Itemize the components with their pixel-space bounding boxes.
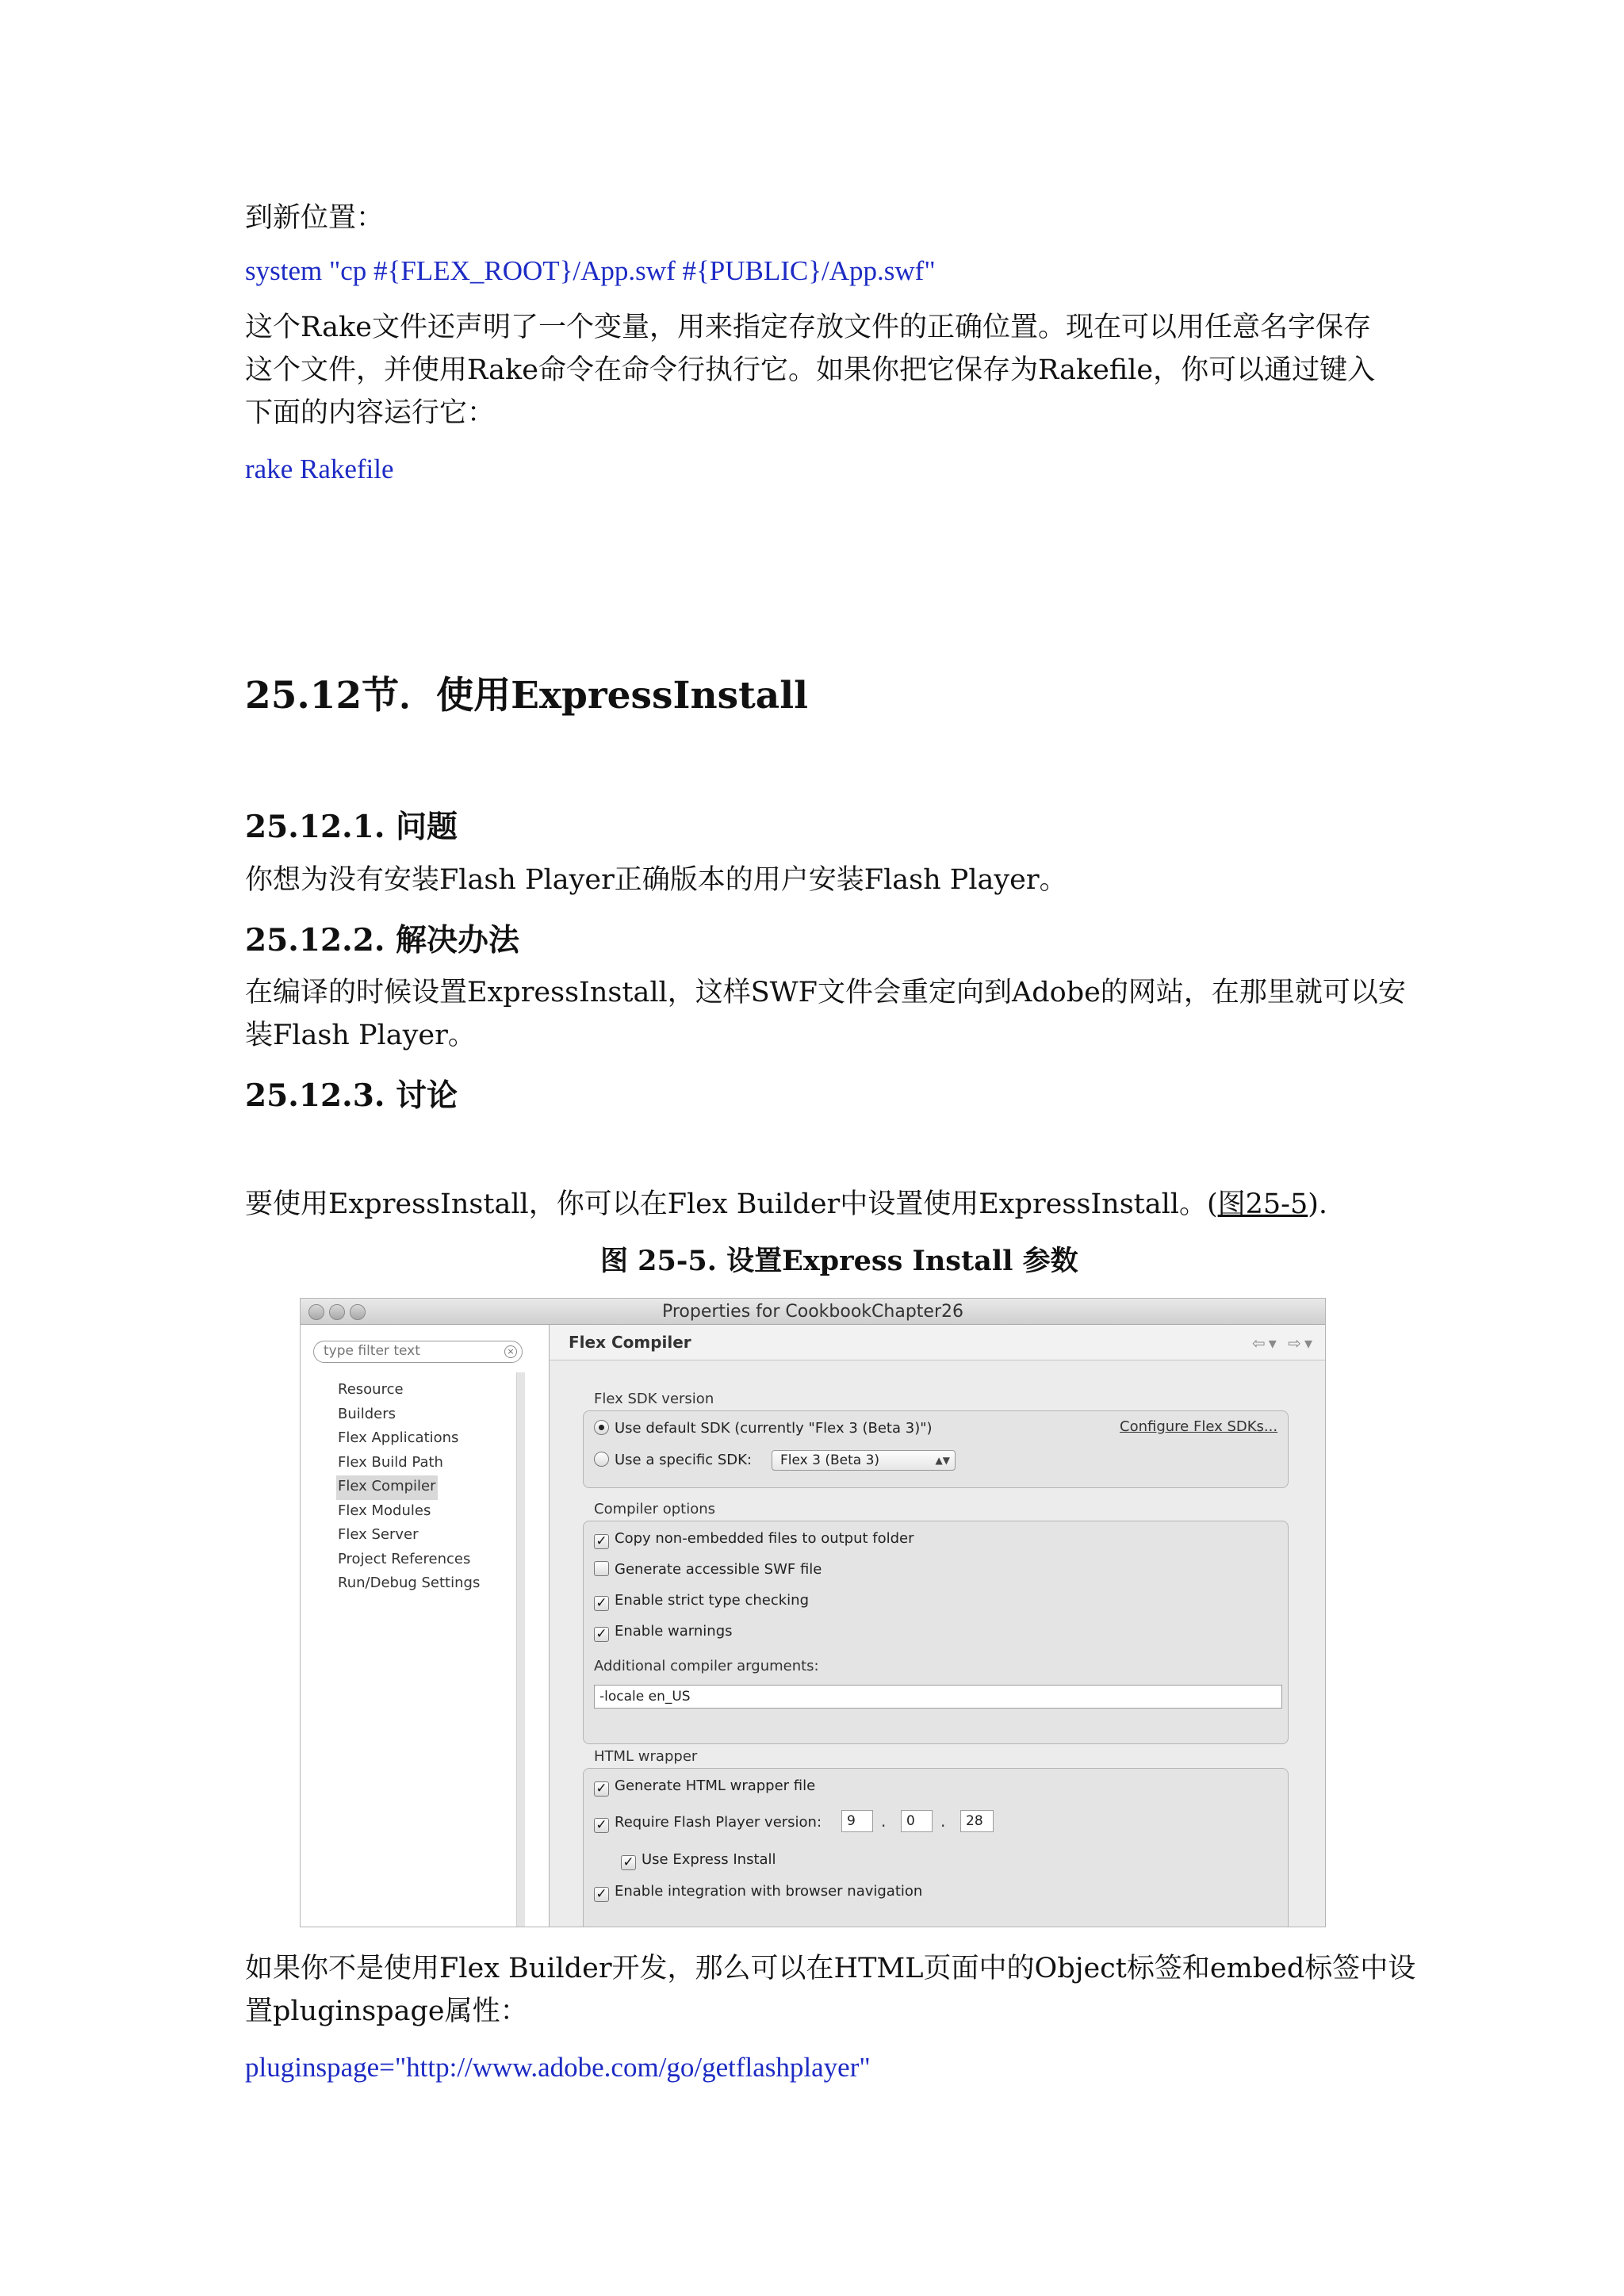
heading-problem: 25.12.1. 问题	[245, 809, 458, 845]
paragraph-solution-line-2: 装Flash Player。	[245, 1020, 476, 1051]
browser-navigation-label: Enable integration with browser navigation	[615, 1883, 923, 1900]
paragraph-rake-line-2: 这个文件，并使用Rake命令在命令行执行它。如果你把它保存为Rakefile，你可以通过键入	[245, 354, 1376, 386]
checkbox-checked-icon[interactable]: ✓	[594, 1781, 609, 1797]
require-version-label: Require Flash Player version:	[615, 1814, 822, 1831]
tree-item[interactable]: Project References	[338, 1550, 471, 1567]
checkbox-checked-icon[interactable]: ✓	[594, 1887, 609, 1902]
radio-unselected-icon[interactable]	[594, 1452, 609, 1467]
tree-item[interactable]: Flex Modules	[338, 1502, 431, 1519]
filter-input[interactable]	[324, 1343, 490, 1359]
tree-item[interactable]: Flex Server	[338, 1526, 419, 1543]
select-arrows-icon: ▲▼	[935, 1455, 950, 1466]
panel-header	[550, 1325, 1325, 1360]
use-specific-sdk-option[interactable]	[594, 1452, 752, 1468]
version-revision-input[interactable]: 28	[960, 1810, 994, 1832]
use-specific-sdk-label: Use a specific SDK:	[615, 1452, 752, 1468]
discussion-text: 要使用ExpressInstall，你可以在Flex Builder中设置使用ExpressInstall。(	[245, 1188, 1218, 1220]
paragraph-rake-line-3: 下面的内容运行它：	[245, 397, 496, 429]
configure-flex-sdks-link[interactable]: Configure Flex SDKs...	[1120, 1418, 1278, 1435]
discussion-text-end: ).	[1308, 1188, 1328, 1220]
copy-files-option[interactable]	[594, 1530, 914, 1549]
version-minor-input[interactable]: 0	[901, 1810, 933, 1832]
tree-item[interactable]: Builders	[338, 1405, 396, 1422]
window-titlebar	[301, 1299, 1325, 1325]
tree-item[interactable]: Resource	[338, 1381, 404, 1398]
enable-warnings-option[interactable]	[594, 1623, 733, 1642]
section-title: 25.12节．使用ExpressInstall	[245, 674, 808, 718]
compiler-args-input[interactable]: -locale en_US	[594, 1685, 1282, 1709]
strict-type-label: Enable strict type checking	[615, 1592, 810, 1609]
code-rake-command: rake Rakefile	[245, 453, 394, 484]
sdk-group-label: Flex SDK version	[594, 1391, 714, 1407]
generate-html-option[interactable]	[594, 1777, 815, 1797]
enable-warnings-label: Enable warnings	[615, 1623, 733, 1640]
heading-discussion: 25.12.3. 讨论	[245, 1077, 458, 1114]
require-version-option[interactable]	[594, 1814, 822, 1833]
panel-title: Flex Compiler	[569, 1333, 691, 1352]
property-tree	[336, 1379, 481, 1597]
browser-navigation-option[interactable]	[594, 1883, 922, 1902]
figure-link[interactable]: 图25-5	[1217, 1188, 1308, 1220]
version-separator: .	[940, 1812, 946, 1831]
radio-selected-icon[interactable]	[594, 1420, 609, 1435]
clear-filter-icon[interactable]: ×	[504, 1345, 517, 1358]
filter-box	[313, 1341, 523, 1363]
version-separator: .	[881, 1812, 887, 1831]
generate-html-label: Generate HTML wrapper file	[615, 1777, 816, 1794]
paragraph-problem: 你想为没有安装Flash Player正确版本的用户安装Flash Player。	[245, 864, 1067, 896]
use-express-install-label: Use Express Install	[642, 1851, 776, 1868]
checkbox-checked-icon[interactable]: ✓	[594, 1534, 609, 1549]
code-copy-command: system "cp #{FLEX_ROOT}/App.swf #{PUBLIC}/App.swf"	[245, 255, 936, 286]
left-navigation-pane	[301, 1325, 550, 1927]
properties-window-screenshot	[300, 1298, 1326, 1927]
checkbox-checked-icon[interactable]: ✓	[594, 1818, 609, 1833]
paragraph-to-new-location: 到新位置：	[245, 202, 385, 234]
paragraph-discussion	[245, 1183, 1327, 1226]
strict-type-option[interactable]	[594, 1592, 809, 1611]
tree-item[interactable]: Flex Build Path	[338, 1453, 443, 1471]
back-forward-arrows-icon[interactable]: ⇦▾ ⇨▾	[1252, 1334, 1316, 1353]
paragraph-rake-line-1: 这个Rake文件还声明了一个变量，用来指定存放文件的正确位置。现在可以用任意名字保存	[245, 312, 1371, 343]
figure-caption: 图 25-5. 设置Express Install 参数	[600, 1245, 1078, 1277]
checkbox-checked-icon[interactable]: ✓	[594, 1627, 609, 1642]
compiler-group-label: Compiler options	[594, 1501, 716, 1517]
tree-item[interactable]: Run/Debug Settings	[338, 1575, 481, 1591]
html-wrapper-group-label: HTML wrapper	[594, 1748, 698, 1765]
version-major-input[interactable]: 9	[841, 1810, 873, 1832]
checkbox-checked-icon[interactable]: ✓	[594, 1596, 609, 1611]
sdk-select-value: Flex 3 (Beta 3)	[780, 1452, 880, 1468]
checkbox-unchecked-icon[interactable]	[594, 1561, 609, 1576]
accessible-swf-label: Generate accessible SWF file	[615, 1561, 822, 1578]
tree-item[interactable]: Flex Compiler	[336, 1475, 438, 1500]
accessible-swf-option[interactable]	[594, 1561, 822, 1578]
use-default-sdk-option[interactable]	[594, 1420, 933, 1437]
compiler-args-label: Additional compiler arguments:	[594, 1658, 819, 1674]
paragraph-solution-line-1: 在编译的时候设置ExpressInstall，这样SWF文件会重定向到Adobe的网站，在那里就可以安	[245, 977, 1406, 1008]
use-express-install-option[interactable]	[621, 1851, 776, 1870]
heading-solution: 25.12.2. 解决办法	[245, 922, 519, 959]
checkbox-checked-icon[interactable]: ✓	[621, 1855, 636, 1870]
copy-files-label: Copy non-embedded files to output folder	[615, 1530, 914, 1547]
code-pluginspage: pluginspage="http://www.adobe.com/go/getflashplayer"	[245, 2052, 871, 2083]
paragraph-no-flex-builder-line-1: 如果你不是使用Flex Builder开发，那么可以在HTML页面中的Object标签和embed标签中设	[245, 1953, 1416, 1984]
use-default-sdk-label: Use default SDK (currently "Flex 3 (Beta 3)")	[615, 1420, 933, 1437]
left-pane-scrollbar[interactable]	[516, 1372, 525, 1927]
sdk-select[interactable]	[772, 1450, 956, 1471]
right-settings-pane	[550, 1325, 1325, 1927]
window-title: Properties for CookbookChapter26	[661, 1302, 963, 1322]
paragraph-no-flex-builder-line-2: 置pluginspage属性：	[245, 1996, 528, 2027]
tree-item[interactable]: Flex Applications	[338, 1429, 459, 1446]
